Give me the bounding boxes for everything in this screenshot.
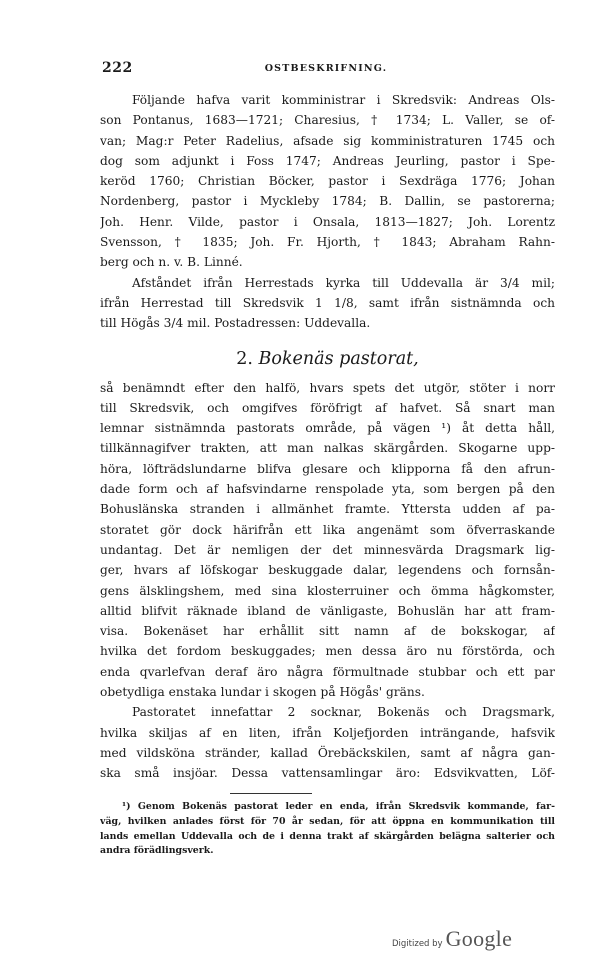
text-line: hvilka det fordom beskuggades; men dessa äro nu förstörda, och bbox=[100, 644, 555, 659]
text-line: obetydliga enstaka lundar i skogen på Högås' gräns. bbox=[100, 685, 425, 700]
text-line: Följande hafva varit komministrar i Skredsvik: Andreas Ols- bbox=[132, 93, 555, 107]
text-line: dog som adjunkt i Foss 1747; Andreas Jeurling, pastor i Spe- bbox=[100, 153, 555, 168]
text-line: visa. Bokenäset har erhållit sitt namn af de bokskogar, af bbox=[100, 624, 555, 639]
page-number: 222 bbox=[102, 60, 133, 76]
paragraph-bokenas bbox=[100, 378, 555, 703]
text-line: enda qvarlefvan deraf äro några förmultnade stubbar och ett par bbox=[100, 664, 555, 679]
section-number: 2. bbox=[236, 348, 253, 369]
text-line: alltid blifvit räknade ibland de vänligaste, Bohuslän har att fram- bbox=[100, 603, 555, 618]
footnote bbox=[100, 800, 555, 859]
page-body bbox=[100, 90, 555, 784]
text-line: keröd 1760; Christian Böcker, pastor i Sexdräga 1776; Johan bbox=[100, 174, 555, 189]
paragraph-pastoratet bbox=[100, 702, 555, 783]
text-line: gens älsklingshem, med sina klosterruiner och ömma hågkomster, bbox=[100, 583, 555, 598]
text-line: till Skredsvik, och omgifves föröfrigt af hafvet. Så snart man bbox=[100, 400, 555, 415]
paragraph-komministrar bbox=[100, 90, 555, 273]
text-line: höra, löfträdslundarne blifva glesare och klipporna få den afrun- bbox=[100, 461, 555, 476]
text-line: tillkännagifver trakten, att man nalkas skärgården. Skogarne upp- bbox=[100, 441, 555, 456]
digitized-watermark bbox=[392, 926, 512, 952]
footnote-line: ¹) Genom Bokenäs pastorat leder en enda, ifrån Skredsvik kommande, far- bbox=[122, 801, 555, 812]
text-line: Joh. Henr. Vilde, pastor i Onsala, 1813—1827; Joh. Lorentz bbox=[100, 214, 555, 229]
text-line: ger, hvars af löfskogar beskuggade dalar, legendens och fornsån- bbox=[100, 563, 555, 578]
text-line: berg och n. v. B. Linné. bbox=[100, 255, 243, 270]
section-title: Bokenäs pastorat, bbox=[258, 348, 419, 369]
footnote-divider bbox=[230, 793, 312, 794]
text-line: son Pontanus, 1683—1721; Charesius, † 1734; L. Valler, se of- bbox=[100, 113, 555, 128]
footnote-line: lands emellan Uddevalla och de i denna trakt af skärgården belägna salterier och bbox=[100, 830, 555, 842]
text-line: ska små insjöar. Dessa vattensamlingar äro: Edsvikvatten, Löf- bbox=[100, 766, 555, 781]
footnote-line: väg, hvilken anlades först för 70 år sedan, för att öppna en kommunikation till bbox=[100, 815, 555, 827]
text-line: till Högås 3/4 mil. Postadressen: Uddevalla. bbox=[100, 316, 371, 331]
footnote-line: andra förädlingsverk. bbox=[100, 845, 214, 857]
text-line: ifrån Herrestad till Skredsvik 1 1/8, samt ifrån sistnämnda och bbox=[100, 295, 555, 310]
running-head: OSTBESKRIFNING. bbox=[264, 63, 388, 74]
text-line: så benämndt efter den halfö, hvars spets det utgör, stöter i norr bbox=[100, 380, 555, 395]
page-header bbox=[100, 60, 552, 80]
text-line: lemnar sistnämnda pastorats område, på vägen ¹) åt detta håll, bbox=[100, 421, 555, 436]
google-logo: Google bbox=[445, 926, 513, 951]
text-line: Svensson, † 1835; Joh. Fr. Hjorth, † 1843; Abraham Rahn- bbox=[100, 235, 555, 250]
section-heading bbox=[100, 344, 555, 374]
text-line: van; Mag:r Peter Radelius, afsade sig komministraturen 1745 och bbox=[100, 133, 555, 148]
text-line: undantag. Det är nemligen der det minnesvärda Dragsmark lig- bbox=[100, 542, 555, 557]
text-line: dade form och af hafsvindarne renspolade yta, som bergen på den bbox=[100, 482, 555, 497]
text-line: hvilka skiljas af en liten, ifrån Koljefjorden inträngande, hafsvik bbox=[100, 725, 555, 740]
text-line: med vildsköna stränder, kallad Örebäckskilen, samt af några gan- bbox=[100, 745, 555, 760]
watermark-prefix: Digitized by bbox=[392, 939, 443, 949]
text-line: Pastoratet innefattar 2 socknar, Bokenäs och Dragsmark, bbox=[132, 705, 555, 720]
text-line: Bohuslänska stranden i allmänhet framte. Yttersta udden af pa- bbox=[100, 502, 555, 517]
text-line: Nordenberg, pastor i Myckleby 1784; B. Dallin, se pastorerna; bbox=[100, 194, 555, 209]
text-line: Afståndet ifrån Herrestads kyrka till Uddevalla är 3/4 mil; bbox=[132, 275, 555, 290]
paragraph-afstandet bbox=[100, 273, 555, 334]
text-line: storatet gör dock härifrån ett lika angenämt som öfverraskande bbox=[100, 522, 555, 537]
